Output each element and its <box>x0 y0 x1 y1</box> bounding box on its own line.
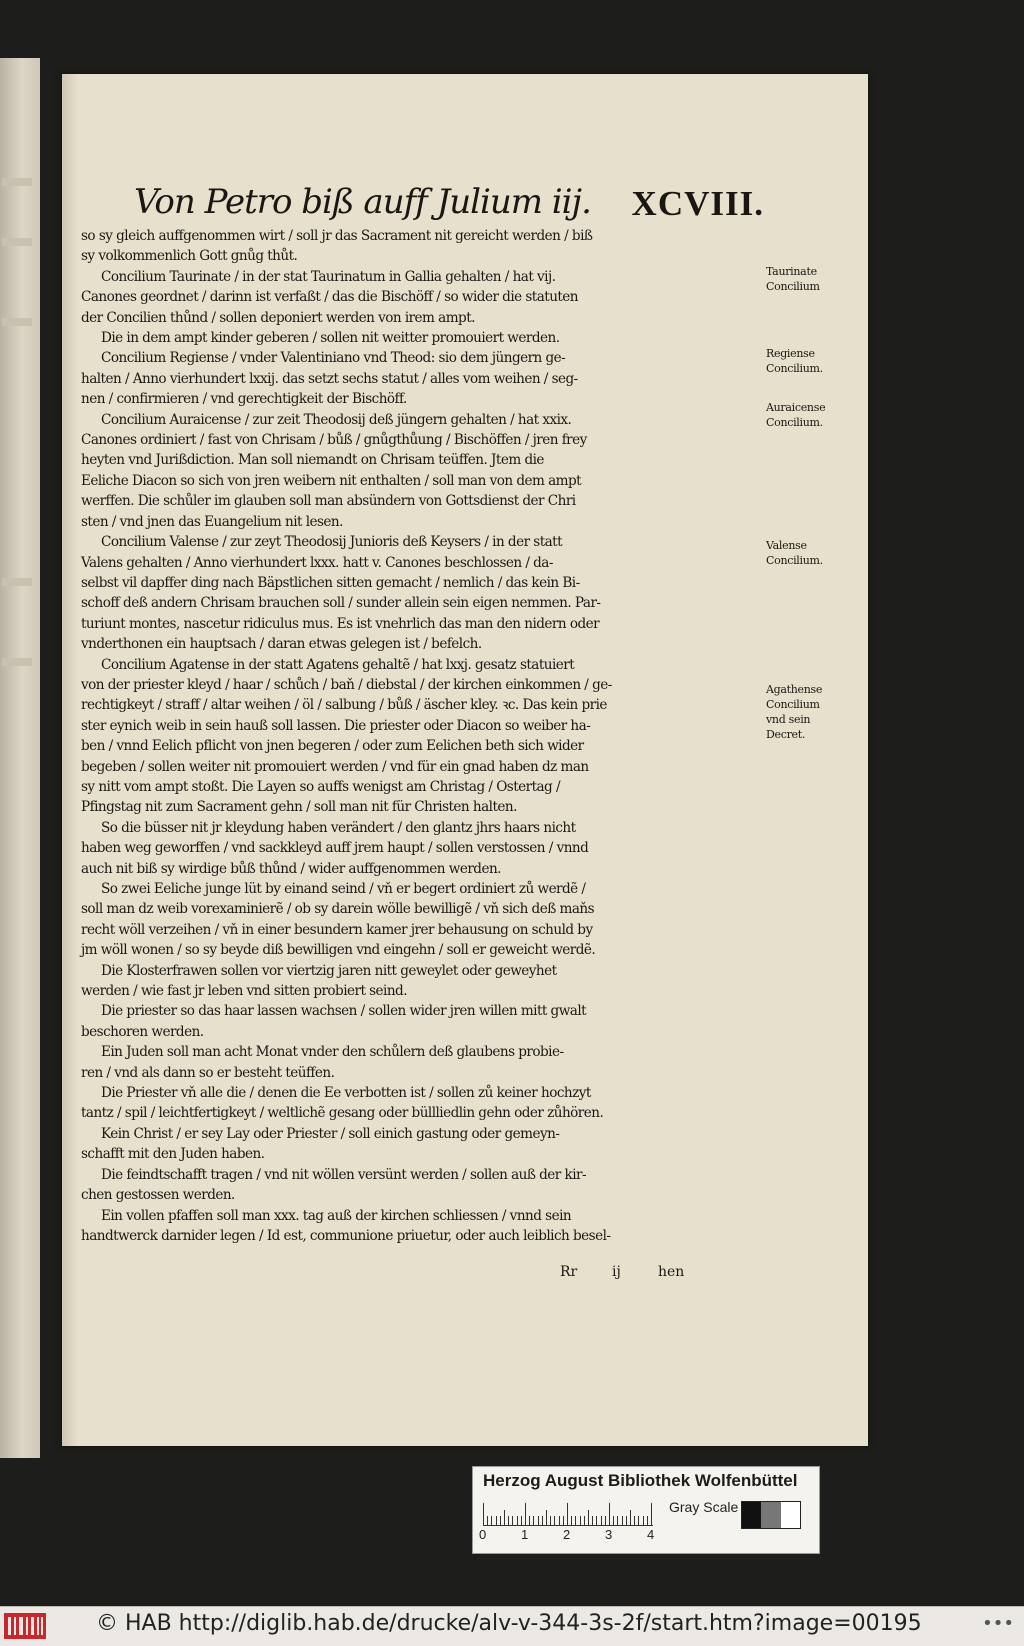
text-line: schafft mit den Juden haben. <box>81 1146 265 1163</box>
ruler-numbers <box>479 1527 669 1543</box>
marginal-line: Concilium <box>766 698 820 711</box>
marginal-note-valense <box>766 538 846 568</box>
marginal-line: vnd sein <box>766 713 811 726</box>
text-line: Pfingstag nit zum Sacrament gehn / soll man nit für Christen halten. <box>81 799 517 816</box>
ruler-tick <box>517 1516 518 1525</box>
text-line: Die Priester vň alle die / denen die Ee verbotten ist / sollen zů keiner hochzyt <box>101 1085 591 1102</box>
marginal-note-auraicense <box>766 400 846 430</box>
ruler-tick <box>622 1516 623 1525</box>
text-line: So die büsser nit jr kleydung haben verändert / den glantz jhrs haars nicht <box>101 819 576 836</box>
text-line: Concilium Valense / zur zeyt Theodosij Junioris deß Keysers / in der statt <box>101 534 563 551</box>
marginal-note-agathense <box>766 682 846 742</box>
text-line: ster eynich weib in sein hauß soll lassen. Die priester oder Diacon so weiber ha- <box>81 717 591 734</box>
ruler-tick <box>592 1516 593 1525</box>
bleed-through-mark <box>2 578 32 586</box>
text-line: ben / vnnd Eelich pflicht von jnen begeren / oder zum Eelichen beth sich wider <box>81 738 584 755</box>
ruler-tick <box>613 1516 614 1525</box>
ruler-number: 2 <box>563 1527 571 1542</box>
ruler-tick <box>500 1516 501 1525</box>
text-line: tantz / spil / leichtfertigkeyt / weltlichẽ gesang oder büllliedlin gehn oder zůhören. <box>81 1105 604 1122</box>
ruler-tick <box>626 1516 627 1525</box>
ruler-tick <box>651 1503 652 1525</box>
text-line: chen gestossen werden. <box>81 1187 235 1204</box>
ruler-tick <box>605 1516 606 1525</box>
marginal-line: Decret. <box>766 728 806 741</box>
marginal-line: Auraicense <box>766 401 826 414</box>
text-line: schoff deß andern Chrisam brauchen soll / sunder allein sein eigen nemmen. Par- <box>81 595 601 612</box>
text-line: werffen. Die schůler im glauben soll man absündern von Gottsdienst der Chri <box>81 493 576 510</box>
ruler-tick <box>508 1516 509 1525</box>
library-name: Herzog August Bibliothek Wolfenbüttel <box>483 1471 798 1490</box>
marginal-note-regiense <box>766 346 846 376</box>
text-line: Die Klosterfrawen sollen vor viertzig jaren nitt geweylet oder geweyhet <box>101 962 557 979</box>
ruler-tick <box>580 1516 581 1525</box>
text-line: rechtigkeyt / straff / altar weihen / öl / salbung / bůß / äscher kley. ꝛc. Das kein prie <box>81 697 607 714</box>
marginal-line: Regiense <box>766 347 815 360</box>
text-line: so sy gleich auffgenommen wirt / soll jr das Sacrament nit gereicht werden / biß <box>81 228 593 244</box>
marginal-note-taurinate <box>766 264 846 294</box>
ruler-tick <box>617 1516 618 1525</box>
more-options-icon[interactable]: ••• <box>982 1613 1014 1634</box>
ruler-tick <box>634 1516 635 1525</box>
text-line: jm wöll wonen / so sy beyde diß bewilligen vnd eingehn / soll er geweicht werdẽ. <box>81 942 596 959</box>
signature-number: ij <box>612 1264 621 1280</box>
gray-scale-swatches <box>741 1501 801 1529</box>
page-header <box>134 182 764 222</box>
ruler-tick <box>550 1516 551 1525</box>
ruler-tick <box>638 1516 639 1525</box>
ruler-tick <box>588 1510 589 1525</box>
ruler-tick <box>609 1503 610 1525</box>
ruler-tick <box>643 1516 644 1525</box>
text-line: halten / Anno vierhundert lxxij. das setzt sechs statut / alles vom weihen / seg- <box>81 370 578 387</box>
text-line: Kein Christ / er sey Lay oder Priester / soll einich gastung oder gemeyn- <box>101 1125 560 1142</box>
text-line: Valens gehalten / Anno vierhundert lxxx. hatt v. Canones beschlossen / da- <box>81 554 553 571</box>
ruler-tick <box>559 1516 560 1525</box>
ruler-tick <box>575 1516 576 1525</box>
ruler-number: 3 <box>605 1527 613 1542</box>
bleed-through-mark <box>2 178 32 186</box>
marginal-line: Concilium. <box>766 416 823 429</box>
text-line: Concilium Taurinate / in der stat Taurinatum in Gallia gehalten / hat vij. <box>101 268 556 285</box>
text-line: werden / wie fast jr leben vnd sitten probiert seind. <box>81 983 407 1000</box>
text-line: Concilium Auraicense / zur zeit Theodosij deß jüngern gehalten / hat xxix. <box>101 411 572 428</box>
marginal-line: Concilium. <box>766 362 823 375</box>
swatch-black <box>742 1502 761 1528</box>
measurement-ruler <box>483 1499 653 1526</box>
text-line: auch nit biß sy wirdige bůß thůnd / wider auffgenommen werden. <box>81 860 501 877</box>
ruler-tick <box>521 1516 522 1525</box>
text-line: Die priester so das haar lassen wachsen / sollen wider jren willen mitt gwalt <box>101 1003 587 1020</box>
text-line: ren / vnd als dann so er besteht teüffen. <box>81 1064 335 1081</box>
ruler-tick <box>567 1503 568 1525</box>
marginal-line: Agathense <box>766 683 823 696</box>
swatch-gray <box>761 1502 780 1528</box>
bleed-through-mark <box>2 238 32 246</box>
hab-logo-icon[interactable] <box>4 1613 46 1639</box>
ruler-tick <box>554 1516 555 1525</box>
text-line: selbst vil dapffer ding nach Bäpstlichen sitten gemacht / nemlich / das kein Bi- <box>81 574 580 591</box>
marginal-line: Concilium <box>766 280 820 293</box>
ruler-tick <box>487 1516 488 1525</box>
adjacent-page-edge <box>0 58 40 1458</box>
ruler-tick <box>538 1516 539 1525</box>
ruler-tick <box>504 1510 505 1525</box>
text-line: sy nitt vom ampt stoßt. Die Layen so auffs wenigst am Christag / Ostertag / <box>81 778 561 795</box>
ruler-number: 1 <box>521 1527 529 1542</box>
ruler-number: 0 <box>479 1527 487 1542</box>
book-page <box>62 74 868 1446</box>
text-line: beschoren werden. <box>81 1023 204 1040</box>
ruler-tick <box>596 1516 597 1525</box>
text-line: Die feindtschafft tragen / vnd nit wöllen versünt werden / sollen auß der kir- <box>101 1166 586 1183</box>
text-line: handtwerck darnider legen / Id est, communione priuetur, oder auch leiblich besel- <box>81 1227 611 1244</box>
ruler-tick <box>647 1516 648 1525</box>
swatch-white <box>781 1502 800 1528</box>
ruler-tick <box>525 1503 526 1525</box>
permalink-text[interactable]: © HAB http://diglib.hab.de/drucke/alv-v-344-3s-2f/start.htm?image=00195 <box>96 1611 922 1636</box>
text-line: recht wöll verzeihen / vň in einer besundern kamer jrer behausung on schuld by <box>81 921 593 938</box>
text-line: von der priester kleyd / haar / schůch / baň / diebstal / der kirchen einkommen / ge- <box>81 676 612 693</box>
text-line: Ein vollen pfaffen soll man xxx. tag auß der kirchen schliessen / vnnd sein <box>101 1207 572 1224</box>
marginal-line: Valense <box>766 539 807 552</box>
text-line: soll man dz weib vorexaminierẽ / ob sy darein wölle bewilligẽ / vň sich deß maňs <box>81 901 595 918</box>
text-line: turiunt montes, nascetur ridiculus mus. Es ist vnehrlich das man den nidern oder <box>81 615 600 632</box>
text-line: sy volkommenlich Gott gnůg thůt. <box>81 248 298 265</box>
text-line: Concilium Agatense in der statt Agatens gehaltẽ / hat lxxj. gesatz statuiert <box>101 656 575 673</box>
ruler-tick <box>546 1510 547 1525</box>
ruler-tick <box>542 1516 543 1525</box>
text-line: Concilium Regiense / vnder Valentiniano vnd Theod: sio dem jüngern ge- <box>101 350 566 367</box>
text-line: begeben / sollen weiter nit promouiert werden / vnd für ein gnad haben dz man <box>81 758 589 775</box>
bleed-through-mark <box>2 658 32 666</box>
running-title: Von Petro biß auff Julium iij. <box>134 182 591 222</box>
text-line: vnderthonen ein hauptsach / daran etwas gelegen ist / befelch. <box>81 636 482 653</box>
gray-scale-label: Gray Scale <box>669 1499 739 1515</box>
text-line: So zwei Eeliche junge lüt by einand seind / vň er begert ordiniert zů werdẽ / <box>101 881 586 897</box>
signature-mark: Rr <box>560 1264 578 1280</box>
ruler-tick <box>491 1516 492 1525</box>
bleed-through-mark <box>2 318 32 326</box>
ruler-tick <box>483 1503 484 1525</box>
ruler-tick <box>584 1516 585 1525</box>
color-scale-card <box>472 1466 820 1554</box>
ruler-tick <box>571 1516 572 1525</box>
text-line: heyten vnd Jurißdiction. Man soll niemandt on Chrisam teüffen. Jtem die <box>81 452 544 469</box>
folio-number: XCVIII. <box>631 184 764 223</box>
text-line: sten / vnd jnen das Euangelium nit lesen. <box>81 513 343 530</box>
text-line: nen / confirmieren / vnd gerechtigkeit der Bischöff. <box>81 391 407 408</box>
text-line: Eeliche Diacon so sich von jren weibern nit enthalten / soll man von dem ampt <box>81 472 582 489</box>
ruler-tick <box>512 1516 513 1525</box>
viewer-footer <box>0 1606 1024 1646</box>
text-line: Die in dem ampt kinder geberen / sollen nit weitter promouiert werden. <box>101 330 560 347</box>
ruler-tick <box>601 1516 602 1525</box>
ruler-number: 4 <box>647 1527 655 1542</box>
text-line: Ein Juden soll man acht Monat vnder den schůlern deß glaubens probie- <box>101 1044 564 1061</box>
ruler-tick <box>529 1516 530 1525</box>
main-text-block <box>81 226 693 1246</box>
ruler-tick <box>630 1510 631 1525</box>
text-line: Canones geordnet / darinn ist verfaßt / das die Bischöff / so wider die statuten <box>81 289 579 306</box>
ruler-tick <box>563 1516 564 1525</box>
text-line: der Concilien thůnd / sollen deponiert werden von irem ampt. <box>81 309 475 326</box>
text-line: Canones ordiniert / fast von Chrisam / bůß / gnůgthůung / Bischöffen / jren frey <box>81 432 587 449</box>
ruler-tick <box>533 1516 534 1525</box>
catchword: hen <box>658 1264 685 1280</box>
ruler-tick <box>496 1516 497 1525</box>
text-line: haben weg geworffen / vnd sackkleyd auff jrem haupt / sollen verstossen / vnnd <box>81 840 589 857</box>
marginal-line: Concilium. <box>766 554 823 567</box>
marginal-line: Taurinate <box>766 265 817 278</box>
